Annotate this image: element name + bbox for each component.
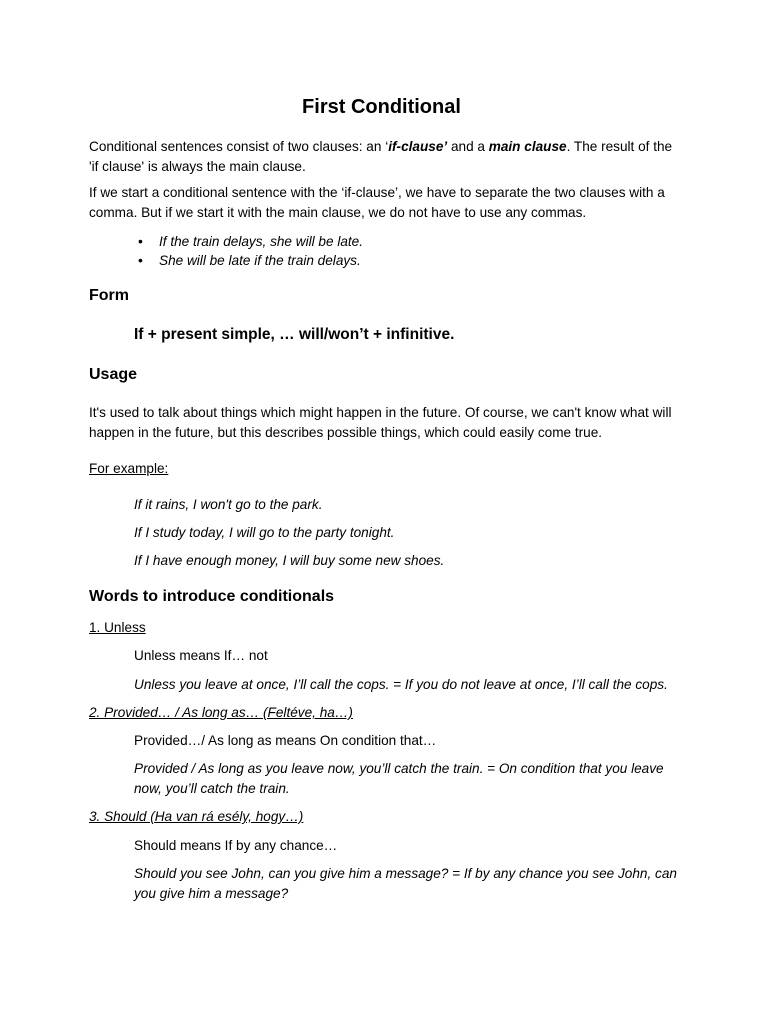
if-clause-term: if-clause’ bbox=[388, 139, 448, 154]
words-heading: Words to introduce conditionals bbox=[89, 588, 335, 605]
usage-heading: Usage bbox=[89, 366, 138, 383]
main-clause-term: main clause bbox=[488, 139, 567, 154]
form-heading: Form bbox=[89, 287, 129, 304]
for-example-label: For example: bbox=[89, 461, 169, 476]
provided-meaning: Provided…/ As long as means On condition that… bbox=[134, 733, 437, 748]
unless-example: Unless you leave at once, I’ll call the cops. = If you do not leave at once, I’ll call the cops. bbox=[134, 677, 668, 692]
intro-text: Conditional sentences consist of two clauses: an ‘ bbox=[89, 139, 389, 154]
unless-label: 1. Unless bbox=[89, 620, 146, 635]
intro-paragraph-1 bbox=[89, 137, 674, 177]
form-formula: If + present simple, … will/won’t + infinitive. bbox=[134, 326, 455, 343]
usage-example: If it rains, I won't go to the park. bbox=[134, 497, 323, 512]
page-title: First Conditional bbox=[302, 96, 461, 118]
provided-example: Provided / As long as you leave now, you’ll catch the train. = On condition that you leave now, you’ll catch the train. bbox=[134, 761, 664, 796]
intro-text: and a bbox=[447, 139, 489, 154]
usage-paragraph: It's used to talk about things which might happen in the future. Of course, we can't know what will happen in the future, but this describes possible things, which could easily come true. bbox=[89, 405, 672, 440]
intro-paragraph-2: If we start a conditional sentence with the ‘if-clause’, we have to separate the two clauses with a comma. But if we start it with the main clause, we do not have to use any commas. bbox=[89, 185, 665, 220]
should-label: 3. Should (Ha van rá esély, hogy…) bbox=[89, 809, 304, 824]
bullet-item: • If the train delays, she will be late. bbox=[159, 232, 363, 251]
bullet-item: • She will be late if the train delays. bbox=[159, 251, 363, 270]
should-example: Should you see John, can you give him a message? = If by any chance you see John, can you give him a message? bbox=[134, 866, 677, 901]
intro-text: . The result of the 'if clause' is always the main clause. bbox=[89, 139, 673, 174]
should-meaning: Should means If by any chance… bbox=[134, 838, 338, 853]
unless-meaning: Unless means If… not bbox=[134, 648, 268, 663]
provided-label: 2. Provided… / As long as… (Feltéve, ha…) bbox=[89, 705, 353, 720]
usage-example: If I study today, I will go to the party tonight. bbox=[134, 525, 395, 540]
example-bullet-list bbox=[159, 232, 363, 270]
usage-example: If I have enough money, I will buy some new shoes. bbox=[134, 553, 445, 568]
